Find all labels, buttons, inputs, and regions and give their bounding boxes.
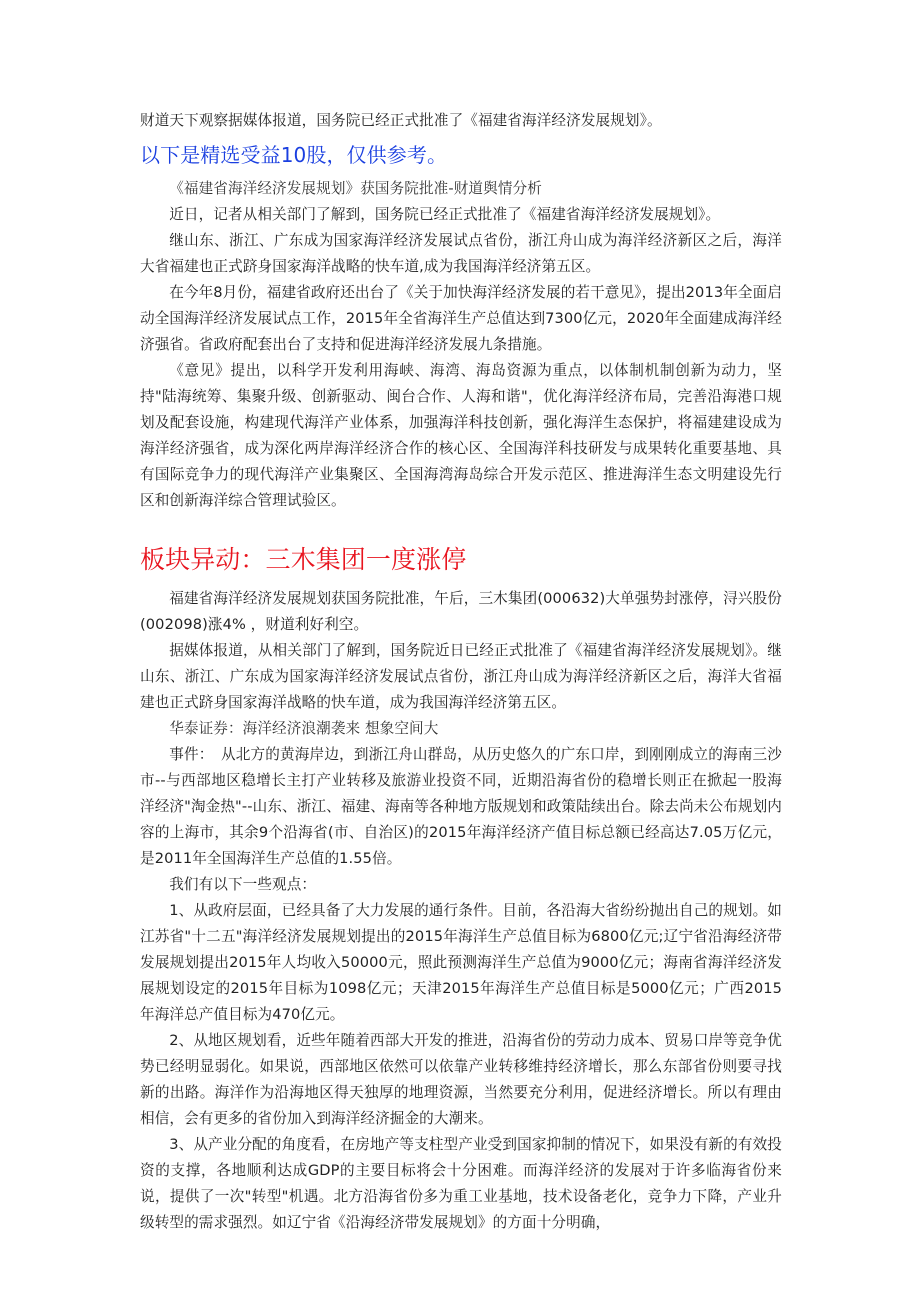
event-paragraph: 事件： 从北方的黄海岸边，到浙江舟山群岛，从历史悠久的广东口岸，到刚刚成立的海南三沙市--与西部地区稳增长主打产业转移及旅游业投资不同，近期沿海省份的稳增长则正在掀起一股海洋经济"淘金热"--山东、浙江、福建、海南等各种地方版规划和政策陆续出台。除去尚未公布规划内容的上海市，其余9个沿海省(市、自治区)的2015年海洋经济产值目标总额已经高达7.05万亿元，是2011年全国海洋生产总值的1.55倍。 bbox=[140, 746, 782, 867]
section1-title: 《福建省海洋经济发展规划》获国务院批准-财道舆情分析 bbox=[169, 180, 542, 197]
section1-paragraph: 在今年8月份，福建省政府还出台了《关于加快海洋经济发展的若干意见》，提出2013年全面启动全国海洋经济发展试点工作，2015年全省海洋生产总值达到7300亿元，2020年全面建成海洋经济强省。省政府配套出台了支持和促进海洋经济发展九条措施。 bbox=[140, 284, 782, 353]
section1-paragraph: 继山东、浙江、广东成为国家海洋经济发展试点省份，浙江舟山成为海洋经济新区之后，海洋大省福建也正式跻身国家海洋战略的快车道,成为我国海洋经济第五区。 bbox=[140, 232, 782, 275]
section2-paragraph: 福建省海洋经济发展规划获国务院批准，午后，三木集团(000632)大单强势封涨停，浔兴股份(002098)涨4% ，财道利好利空。 bbox=[140, 590, 782, 633]
section2-subtitle: 华泰证券：海洋经济浪潮袭来 想象空间大 bbox=[169, 720, 439, 737]
section1-paragraph: 近日，记者从相关部门了解到，国务院已经正式批准了《福建省海洋经济发展规划》。 bbox=[169, 206, 721, 223]
section2-paragraph: 据媒体报道，从相关部门了解到，国务院近日已经正式批准了《福建省海洋经济发展规划》。继山东、浙江、广东成为国家海洋经济发展试点省份，浙江舟山成为海洋经济新区之后，海洋大省福建也正式跻身国家海洋战略的快车道，成为我国海洋经济第五区。 bbox=[140, 642, 782, 711]
views-intro: 我们有以下一些观点： bbox=[169, 876, 317, 893]
stock-picks-heading: 以下是精选受益10股，仅供参考。 bbox=[140, 143, 448, 167]
view-point: 2、从地区规划看，近些年随着西部大开发的推进，沿海省份的劳动力成本、贸易口岸等竞争优势已经明显弱化。如果说，西部地区依然可以依靠产业转移维持经济增长，那么东部省份则要寻找新的出路。海洋作为沿海地区得天独厚的地理资源，当然要充分利用，促进经济增长。所以有理由相信，会有更多的省份加入到海洋经济掘金的大潮来。 bbox=[140, 1032, 782, 1127]
view-point: 3、从产业分配的角度看，在房地产等支柱型产业受到国家抑制的情况下，如果没有新的有效投资的支撑，各地顺利达成GDP的主要目标将会十分困难。而海洋经济的发展对于许多临海省份来说，提供了一次"转型"机遇。北方沿海省份多为重工业基地，技术设备老化，竞争力下降，产业升级转型的需求强烈。如辽宁省《沿海经济带发展规划》的方面十分明确， bbox=[140, 1136, 782, 1231]
section1-paragraph: 《意见》提出，以科学开发利用海峡、海湾、海岛资源为重点，以体制机制创新为动力，坚持"陆海统筹、集聚升级、创新驱动、闽台合作、人海和谐"，优化海洋经济布局，完善沿海港口规划及配套设施，构建现代海洋产业体系，加强海洋科技创新，强化海洋生态保护，将福建建设成为海洋经济强省，成为深化两岸海洋经济合作的核心区、全国海洋科技研发与成果转化重要基地、具有国际竞争力的现代海洋产业集聚区、全国海湾海岛综合开发示范区、推进海洋生态文明建设先行区和创新海洋综合管理试验区。 bbox=[140, 362, 782, 509]
document-page bbox=[140, 108, 782, 1236]
view-point: 1、从政府层面，已经具备了大力发展的通行条件。目前，各沿海大省纷纷抛出自己的规划。如江苏省"十二五"海洋经济发展规划提出的2015年海洋生产总值目标为6800亿元;辽宁省沿海经济带发展规划提出2015年人均收入50000元，照此预测海洋生产总值为9000亿元；海南省海洋经济发展规划设定的2015年目标为1098亿元；天津2015年海洋生产总值目标是5000亿元；广西2015年海洋总产值目标为470亿元。 bbox=[140, 902, 782, 1023]
sector-movement-heading: 板块异动：三木集团一度涨停 bbox=[140, 545, 467, 574]
intro-paragraph: 财道天下观察据媒体报道，国务院已经正式批准了《福建省海洋经济发展规划》。 bbox=[140, 112, 662, 129]
